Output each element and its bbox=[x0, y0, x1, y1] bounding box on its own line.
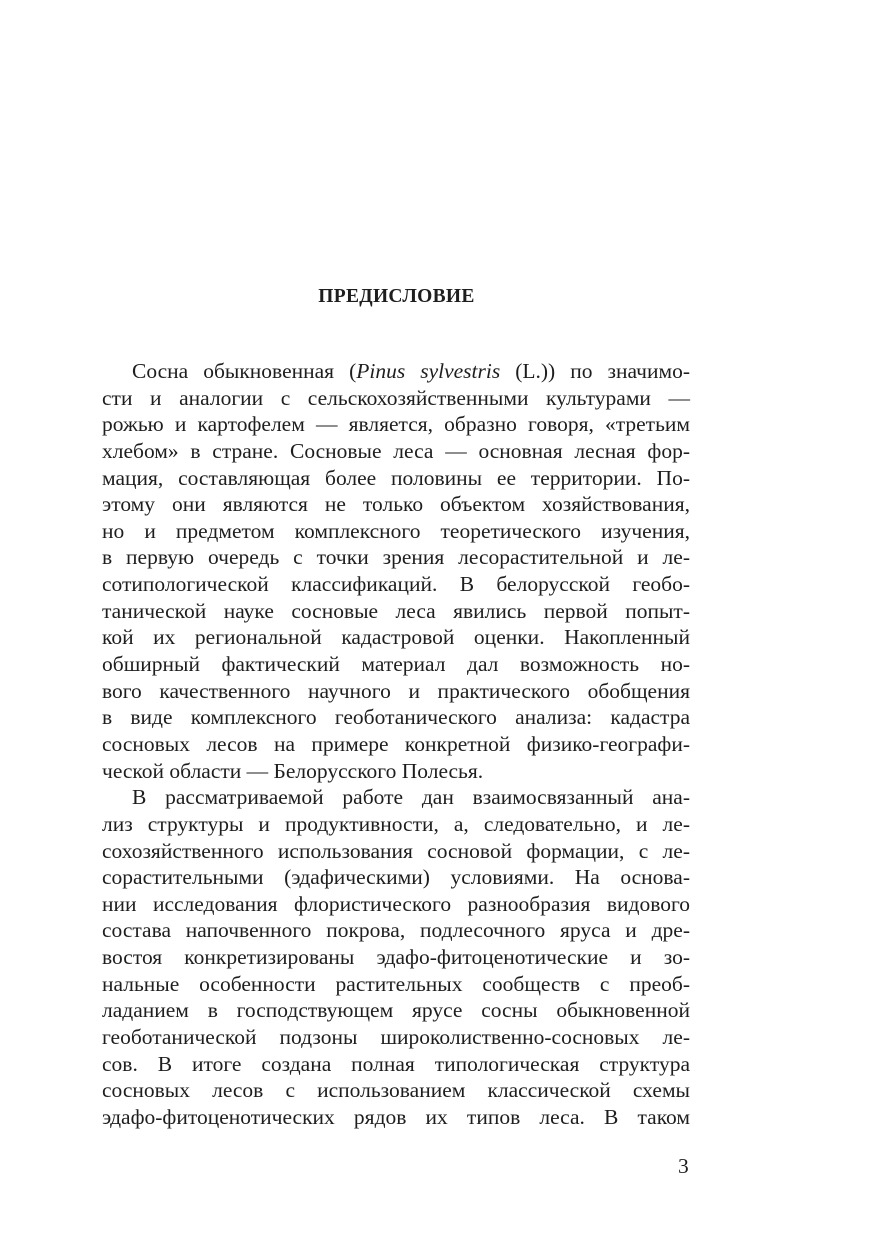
page-title: ПРЕДИСЛОВИЕ bbox=[318, 286, 475, 307]
text-line: в виде комплексного геоботанического анализа: кадастра bbox=[102, 705, 690, 730]
text-line: сов. В итоге создана полная типологическая структура bbox=[102, 1051, 690, 1076]
text-line: эдафо-фитоценотических рядов их типов леса. В таком bbox=[102, 1104, 690, 1129]
text-line: ческой области — Белорусского Полесья. bbox=[102, 758, 484, 783]
text-line: в первую очередь с точки зрения лесорастительной и ле- bbox=[102, 545, 690, 570]
text-line: сорастительными (эдафическими) условиями. На основа- bbox=[102, 865, 690, 890]
text-line: нии исследования флористического разнообразия видового bbox=[102, 891, 690, 916]
text-line: но и предметом комплексного теоретического изучения, bbox=[102, 518, 690, 543]
text-line: обширный фактический материал дал возможность но- bbox=[102, 652, 690, 677]
text-line bbox=[102, 358, 690, 385]
body-text bbox=[102, 358, 690, 1131]
text-line: танической науке сосновые леса явились первой попыт- bbox=[102, 598, 690, 623]
latin-name: Pinus sylvestris bbox=[356, 359, 501, 383]
text-segment: (L.)) по значимо- bbox=[500, 359, 690, 383]
text-line: В рассматриваемой работе дан взаимосвязанный ана- bbox=[132, 785, 690, 810]
text-line: сотипологической классификаций. В белорусской геобо- bbox=[102, 572, 690, 597]
text-line: вого качественного научного и практического обобщения bbox=[102, 678, 690, 703]
text-line: лиз структуры и продуктивности, а, следовательно, и ле- bbox=[102, 811, 690, 836]
text-line: сосновых лесов с использованием классической схемы bbox=[102, 1078, 690, 1103]
text-line: сосновых лесов на примере конкретной физико-географи- bbox=[102, 731, 690, 756]
text-line: ладанием в господствующем ярусе сосны обыкновенной bbox=[102, 998, 690, 1023]
text-line: этому они являются не только объектом хозяйствования, bbox=[102, 492, 690, 517]
text-segment: Сосна обыкновенная ( bbox=[132, 359, 357, 383]
text-line: кой их региональной кадастровой оценки. Накопленный bbox=[102, 625, 690, 650]
text-line: мация, составляющая более половины ее территории. По- bbox=[102, 465, 690, 490]
text-line: сти и аналогии с сельскохозяйственными культурами — bbox=[102, 385, 690, 410]
text-line: нальные особенности растительных сообществ с преоб- bbox=[102, 971, 690, 996]
text-line: востоя конкретизированы эдафо-фитоценотические и зо- bbox=[102, 945, 690, 970]
page-number: 3 bbox=[678, 1154, 689, 1178]
text-line: хлебом» в стране. Сосновые леса — основная лесная фор- bbox=[102, 438, 690, 463]
text-line: рожью и картофелем — является, образно говоря, «третьим bbox=[102, 412, 690, 437]
text-line: состава напочвенного покрова, подлесочного яруса и дре- bbox=[102, 918, 690, 943]
text-line: сохозяйственного использования сосновой формации, с ле- bbox=[102, 838, 690, 863]
text-line: геоботанической подзоны широколиственно-сосновых ле- bbox=[102, 1025, 690, 1050]
